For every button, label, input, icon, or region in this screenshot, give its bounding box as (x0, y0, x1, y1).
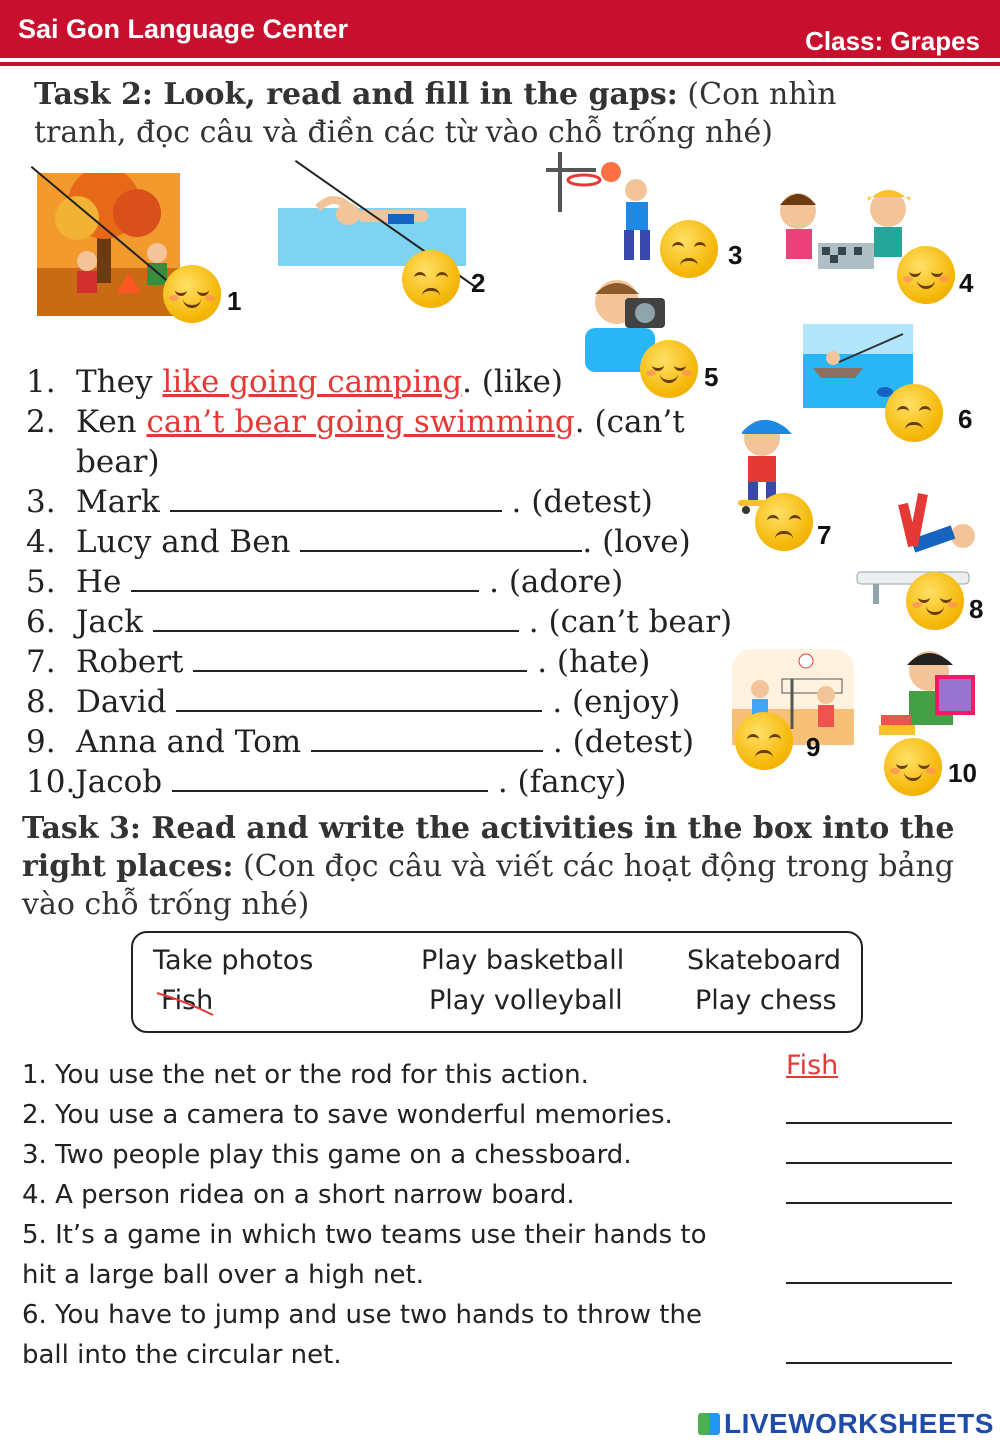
answer-blank[interactable] (176, 684, 542, 712)
sentence-8: 8. David . (enjoy) (26, 684, 681, 720)
happy-face-icon (906, 572, 964, 630)
task2-title (34, 76, 934, 152)
answer-blank[interactable] (170, 484, 502, 512)
task2-title-vn: (Con nhìn tranh, đọc câu và điền các từ vào chỗ trống nhé) (34, 77, 837, 150)
sentence-9: 9. Anna and Tom . (detest) (26, 724, 695, 760)
sentence-10: 10.Jacob . (fancy) (26, 764, 627, 800)
answer-blank[interactable] (172, 764, 488, 792)
answer-line[interactable] (786, 1162, 952, 1164)
answer-blank[interactable] (300, 524, 582, 552)
answer-line[interactable] (786, 1202, 952, 1204)
question-2: 2. You use a camera to save wonderful memories. (22, 1100, 673, 1130)
sad-face-icon (660, 220, 718, 278)
sad-face-icon (402, 250, 460, 308)
word-box-item: Skateboard (687, 945, 842, 976)
answer-blank[interactable] (131, 564, 479, 592)
task3-title-bold: Task 3: Read and write the activities in the box into the right places: (22, 811, 955, 884)
sad-face-icon (735, 712, 793, 770)
happy-face-icon (640, 340, 698, 398)
sentence-5: 5. He . (adore) (26, 564, 624, 600)
question-5-cont: hit a large ball over a high net. (22, 1260, 424, 1290)
camping-picture (37, 173, 180, 316)
question-6: 6. You have to jump and use two hands to throw the (22, 1300, 702, 1330)
picture-number: 10 (948, 758, 977, 788)
chess-picture (770, 183, 920, 279)
class-label: Class: Grapes (805, 26, 980, 56)
happy-face-icon (163, 265, 221, 323)
header-rule (0, 62, 1000, 66)
sentence-1: 1. They like going camping. (like) (26, 364, 563, 400)
header-bar (0, 0, 1000, 58)
question-5: 5. It’s a game in which two teams use their hands to (22, 1220, 707, 1250)
picture-number: 9 (806, 732, 821, 762)
sentence-6: 6. Jack . (can’t bear) (26, 604, 733, 640)
question-6-cont: ball into the circular net. (22, 1340, 342, 1370)
task3-title-vn: (Con đọc câu và viết các hoạt động trong bảng vào chỗ trống nhé) (22, 849, 955, 922)
answer-blank[interactable] (193, 644, 527, 672)
happy-face-icon (884, 738, 942, 796)
sad-face-icon (885, 384, 943, 442)
center-name: Sai Gon Language Center (18, 14, 349, 44)
answer-blank[interactable] (153, 604, 519, 632)
answer-text: can’t bear going swimming (146, 404, 575, 440)
task2-title-bold: Task 2: Look, read and fill in the gaps: (34, 77, 678, 112)
word-box-item-used: Fish (161, 985, 214, 1016)
liveworksheets-logo: LIVEWORKSHEETS (698, 1408, 994, 1440)
sentence-7: 7. Robert . (hate) (26, 644, 651, 680)
word-box-item: Play chess (695, 985, 837, 1016)
sentence-3: 3. Mark . (detest) (26, 484, 653, 520)
question-4: 4. A person ridea on a short narrow board. (22, 1180, 575, 1210)
answer-line[interactable] (786, 1122, 952, 1124)
word-box-item: Play volleyball (429, 985, 623, 1016)
logo-icon (698, 1413, 720, 1435)
question-1: 1. You use the net or the rod for this action. (22, 1060, 589, 1090)
picture-number: 5 (704, 362, 719, 392)
picture-number: 2 (471, 268, 486, 298)
picture-number: 7 (817, 520, 832, 550)
picture-number: 6 (958, 404, 973, 434)
question-3: 3. Two people play this game on a chessboard. (22, 1140, 632, 1170)
picture-number: 3 (728, 240, 743, 270)
word-box-item: Take photos (153, 945, 314, 976)
reading-picture (879, 645, 989, 745)
answer-blank[interactable] (311, 724, 543, 752)
picture-number: 1 (227, 286, 242, 316)
sentence-2: 2. Ken can’t bear going swimming. (can’t (26, 404, 685, 440)
happy-face-icon (897, 246, 955, 304)
sad-face-icon (755, 493, 813, 551)
answer-line[interactable] (786, 1282, 952, 1284)
answer-line[interactable] (786, 1362, 952, 1364)
strike-mark (155, 985, 217, 1021)
answer-text: like going camping (162, 364, 463, 400)
picture-number: 4 (959, 268, 974, 298)
answer-fish: Fish (786, 1050, 839, 1081)
picture-number: 8 (969, 594, 984, 624)
task3-title (22, 810, 962, 924)
sentence-4: 4. Lucy and Ben . (love) (26, 524, 691, 560)
sentence-2-cont: bear) (76, 444, 160, 480)
word-box (131, 931, 863, 1033)
word-box-item: Play basketball (421, 945, 625, 976)
